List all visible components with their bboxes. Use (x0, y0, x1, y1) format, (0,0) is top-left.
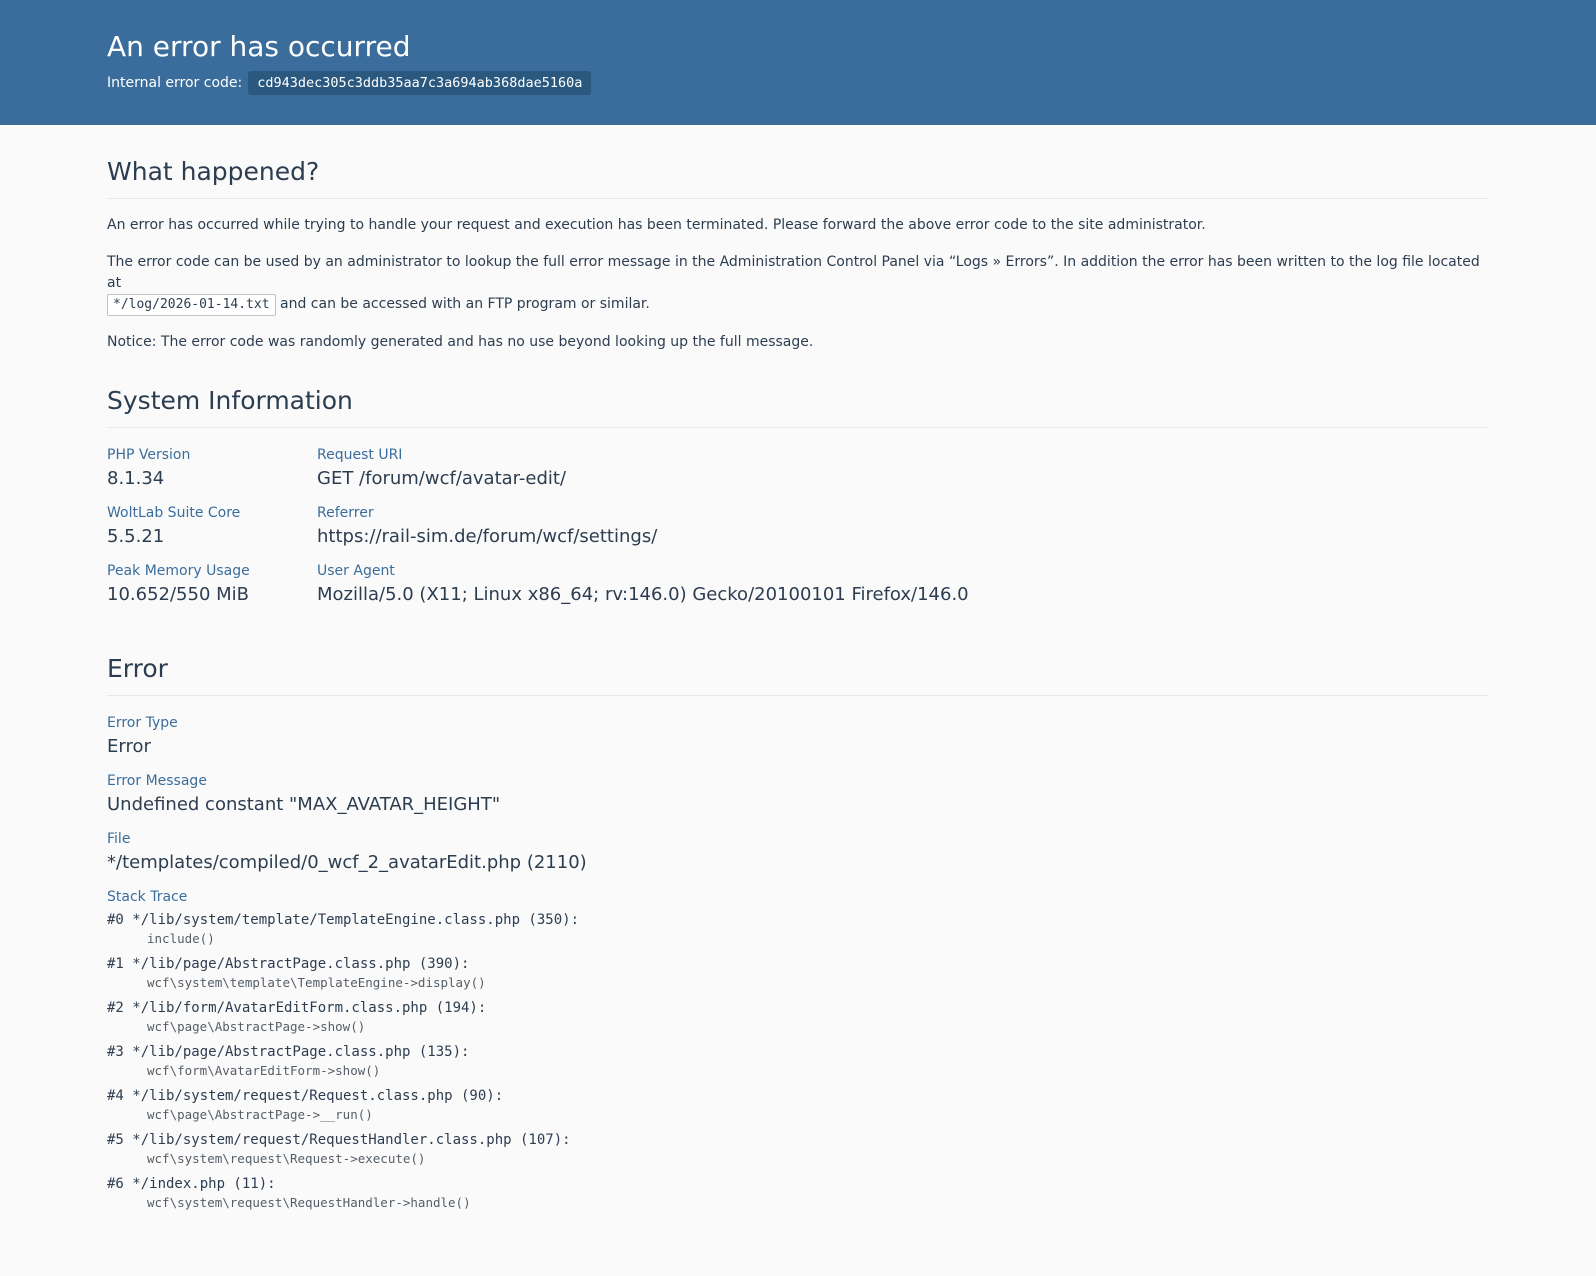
stack-frame-location[interactable]: #5 */lib/system/request/RequestHandler.class.php (107): (107, 1132, 571, 1148)
error-details (107, 714, 1489, 1212)
core-version-label: WoltLab Suite Core (107, 505, 241, 521)
error-message-label: Error Message (107, 773, 207, 789)
error-title: Error (107, 654, 1489, 696)
error-type-value[interactable]: Error (107, 736, 151, 757)
stack-frame-call[interactable]: wcf\form\AvatarEditForm->show() (147, 1063, 381, 1078)
error-type-label: Error Type (107, 715, 178, 731)
stack-frame (107, 1130, 1489, 1168)
error-section (107, 654, 1489, 1212)
what-happened-title: What happened? (107, 157, 1489, 199)
system-info-right-column (317, 446, 1489, 620)
error-message-field (107, 772, 1489, 818)
user-agent-field (317, 562, 1489, 608)
referrer-label: Referrer (317, 505, 374, 521)
stack-frame-location[interactable]: #0 */lib/system/template/TemplateEngine.class.php (350): (107, 912, 580, 928)
php-version-label: PHP Version (107, 447, 191, 463)
what-happened-paragraph-1: An error has occurred while trying to handle your request and execution has been terminated. Please forward the above error code to the site administrator. (107, 217, 1206, 233)
stack-frame-call[interactable]: wcf\page\AbstractPage->__run() (147, 1107, 373, 1122)
main-content (0, 125, 1596, 1212)
stack-frame (107, 1086, 1489, 1124)
core-version-value[interactable]: 5.5.21 (107, 526, 165, 547)
referrer-value[interactable]: https://rail-sim.de/forum/wcf/settings/ (317, 526, 658, 547)
error-header (0, 0, 1596, 125)
stack-frame-location[interactable]: #4 */lib/system/request/Request.class.php (90): (107, 1088, 504, 1104)
core-version-field (107, 504, 317, 550)
stack-frame (107, 1174, 1489, 1212)
referrer-field (317, 504, 1489, 550)
stack-frame (107, 954, 1489, 992)
error-message-value[interactable]: Undefined constant "MAX_AVATAR_HEIGHT" (107, 794, 501, 815)
stack-trace-label: Stack Trace (107, 889, 188, 905)
log-file-path[interactable]: */log/2026-01-14.txt (107, 294, 276, 316)
p2-text-after: and can be accessed with an FTP program or similar. (280, 296, 650, 312)
stack-frame-location[interactable]: #1 */lib/page/AbstractPage.class.php (390): (107, 956, 470, 972)
what-happened-paragraph-2 (107, 252, 1489, 316)
system-info-left-column (107, 446, 317, 620)
page-title: An error has occurred (107, 30, 411, 63)
what-happened-notice: Notice: The error code was randomly generated and has no use beyond looking up the full message. (107, 334, 814, 350)
request-uri-value[interactable]: GET /forum/wcf/avatar-edit/ (317, 468, 567, 489)
user-agent-label: User Agent (317, 563, 395, 579)
stack-frame (107, 1042, 1489, 1080)
stack-frame-call[interactable]: include() (147, 931, 215, 946)
stack-trace-field (107, 888, 1489, 1212)
system-information-grid (107, 446, 1489, 620)
stack-frame (107, 998, 1489, 1036)
error-file-field (107, 830, 1489, 876)
request-uri-label: Request URI (317, 447, 403, 463)
error-code-line (107, 71, 1489, 95)
error-file-label: File (107, 831, 131, 847)
php-version-value[interactable]: 8.1.34 (107, 468, 165, 489)
request-uri-field (317, 446, 1489, 492)
stack-frame-location[interactable]: #2 */lib/form/AvatarEditForm.class.php (194): (107, 1000, 487, 1016)
stack-frame (107, 910, 1489, 948)
stack-trace-list (107, 910, 1489, 1212)
error-code-value[interactable]: cd943dec305c3ddb35aa7c3a694ab368dae5160a (248, 71, 591, 95)
what-happened-section (107, 125, 1489, 353)
stack-frame-location[interactable]: #6 */index.php (11): (107, 1176, 276, 1192)
stack-frame-location[interactable]: #3 */lib/page/AbstractPage.class.php (135): (107, 1044, 470, 1060)
php-version-field (107, 446, 317, 492)
peak-memory-field (107, 562, 317, 608)
system-information-section (107, 386, 1489, 620)
error-type-field (107, 714, 1489, 760)
peak-memory-label: Peak Memory Usage (107, 563, 250, 579)
system-information-title: System Information (107, 386, 1489, 428)
peak-memory-value[interactable]: 10.652/550 MiB (107, 584, 250, 605)
stack-frame-call[interactable]: wcf\system\request\RequestHandler->handle() (147, 1195, 471, 1210)
stack-frame-call[interactable]: wcf\page\AbstractPage->show() (147, 1019, 366, 1034)
stack-frame-call[interactable]: wcf\system\template\TemplateEngine->display() (147, 975, 486, 990)
error-code-label: Internal error code: (107, 75, 243, 91)
stack-frame-call[interactable]: wcf\system\request\Request->execute() (147, 1151, 426, 1166)
user-agent-value[interactable]: Mozilla/5.0 (X11; Linux x86_64; rv:146.0) Gecko/20100101 Firefox/146.0 (317, 584, 969, 605)
error-file-value[interactable]: */templates/compiled/0_wcf_2_avatarEdit.php (2110) (107, 852, 587, 873)
p2-text-before: The error code can be used by an administrator to lookup the full error message in the Administration Control Panel via “Logs » Errors”. In addition the error has been written to the log file located at (107, 254, 1480, 291)
